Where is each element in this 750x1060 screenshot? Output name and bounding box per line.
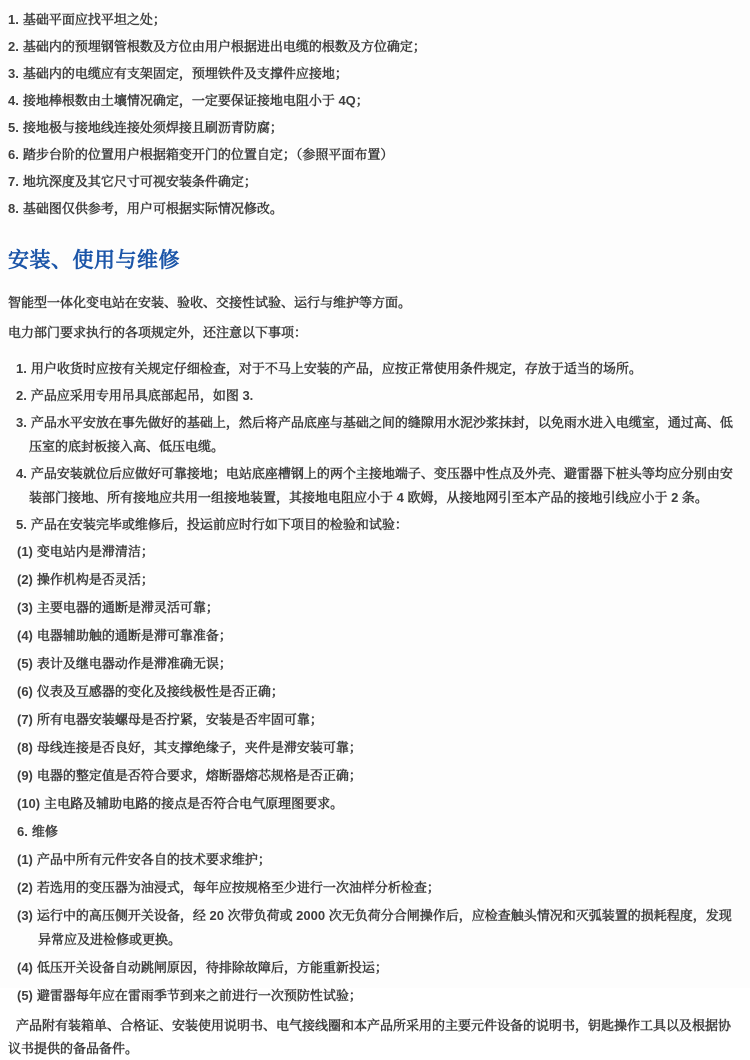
list-item-text: 操作机构是否灵活； [36, 572, 154, 587]
foundation-list-item [8, 114, 740, 141]
list-item-number: 4. [8, 93, 19, 108]
list-item-text: 主电路及辅助电路的接点是否符合电气原理图要求。 [44, 796, 344, 811]
list-item-number: (3) [17, 600, 33, 615]
list-item-number: 1. [8, 12, 19, 27]
install-list-item [17, 820, 740, 844]
list-item-number: 7. [8, 174, 19, 189]
install-list-item [17, 792, 740, 816]
install-list-item [16, 411, 740, 459]
install-list-item [17, 876, 740, 900]
list-item-text: 低压开关设备自动跳闸原因，待排除故障后，方能重新投运； [36, 960, 388, 975]
list-item-number: 6. [17, 824, 28, 839]
list-item-number: (2) [17, 572, 33, 587]
list-item-number: 3. [16, 415, 27, 430]
foundation-notes-list [8, 6, 740, 222]
list-item-text: 基础内的预埋钢管根数及方位由用户根据进出电缆的根数及方位确定； [22, 39, 426, 54]
list-item-text: 踏步台阶的位置用户根据箱变开门的位置自定；（参照平面布置） [22, 147, 394, 162]
install-list-item [17, 708, 740, 732]
list-item-number: (7) [17, 712, 33, 727]
list-item-number: 4. [16, 466, 27, 481]
install-list-item [17, 848, 740, 872]
install-list-item [17, 680, 740, 704]
list-item-text: 基础内的电缆应有支架固定，预埋铁件及支撑件应接地； [22, 66, 348, 81]
list-item-number: (4) [17, 960, 33, 975]
list-item-text: 表计及继电器动作是滞准确无误； [36, 656, 232, 671]
foundation-list-item [8, 168, 740, 195]
install-list-item [17, 904, 740, 952]
list-item-text: 仪表及互感器的变化及接线极性是否正确； [36, 684, 284, 699]
install-list-item [17, 956, 740, 980]
list-item-text: 电器的整定值是否符合要求，熔断器熔芯规格是否正确； [36, 768, 362, 783]
install-maintenance-list [8, 357, 740, 1008]
list-item-text: 产品中所有元件安各自的技术要求维护； [36, 852, 271, 867]
install-list-item [17, 764, 740, 788]
list-item-text: 若选用的变压器为油浸式，每年应按规格至少进行一次油样分析检查； [36, 880, 440, 895]
list-item-number: (6) [17, 684, 33, 699]
foundation-list-item [8, 195, 740, 222]
list-item-text: 电器辅助触的通断是滞可靠准备； [36, 628, 232, 643]
list-item-text: 变电站内是滞清洁； [36, 544, 154, 559]
list-item-text: 基础平面应找平坦之处； [22, 12, 166, 27]
list-item-text: 母线连接是否良好，其支撑绝缘子，夹件是滞安装可靠； [36, 740, 362, 755]
list-item-text: 所有电器安装螺母是否拧紧，安装是否牢固可靠； [36, 712, 323, 727]
list-item-text: 主要电器的通断是滞灵活可靠； [36, 600, 219, 615]
list-item-number: 5. [8, 120, 19, 135]
list-item-text: 用户收货时应按有关规定仔细检查，对于不马上安装的产品，应按正常使用条件规定，存放于适当的场所。 [30, 361, 642, 376]
list-item-number: (1) [17, 852, 33, 867]
list-item-text: 接地极与接地线连接处须焊接且刷沥青防腐； [22, 120, 283, 135]
list-item-number: (5) [17, 656, 33, 671]
section-heading: 安装、使用与维修 [8, 249, 180, 272]
list-item-number: 1. [16, 361, 27, 376]
list-item-number: 8. [8, 201, 19, 216]
list-item-number: (2) [17, 880, 33, 895]
install-list-item [17, 736, 740, 760]
list-item-number: (1) [17, 544, 33, 559]
list-item-number: (8) [17, 740, 33, 755]
list-item-number: (10) [17, 796, 41, 811]
list-item-text: 避雷器每年应在雷雨季节到来之前进行一次预防性试验； [36, 988, 362, 1003]
list-item-number: 6. [8, 147, 19, 162]
list-item-text: 基础图仅供参考，用户可根据实际情况修改。 [22, 201, 283, 216]
install-list-item [17, 652, 740, 676]
list-item-text: 地坑深度及其它尺寸可视安装条件确定； [22, 174, 257, 189]
install-list-item [17, 596, 740, 620]
install-list-item [17, 568, 740, 592]
install-list-item [17, 540, 740, 564]
foundation-list-item [8, 141, 740, 168]
list-item-number: 2. [16, 388, 27, 403]
install-list-item [16, 384, 740, 408]
list-item-number: 2. [8, 39, 19, 54]
list-item-number: 3. [8, 66, 19, 81]
intro-paragraph-1: 智能型一体化变电站在安装、验收、交接性试验、运行与维护等方面。 [8, 295, 412, 310]
install-list-item [16, 357, 740, 381]
list-item-text: 接地棒根数由土壤情况确定，一定要保证接地电阻小于 4Q； [22, 93, 369, 108]
foundation-list-item [8, 33, 740, 60]
list-item-text: 产品应采用专用吊具底部起吊，如图 3. [30, 388, 254, 403]
list-item-text: 产品水平安放在事先做好的基础上，然后将产品底座与基础之间的缝隙用水泥沙浆抹封，以免雨水进入电缆室，通过高、低压室的底封板接入高、低压电缆。 [29, 415, 733, 454]
foundation-list-item [8, 60, 740, 87]
list-item-text: 维修 [31, 824, 58, 839]
install-list-item [16, 462, 740, 510]
closing-paragraph: 产品附有装箱单、合格证、安装使用说明书、电气接线圈和本产品所采用的主要元件设备的说明书，钥匙操作工具以及根据协议书提供的备品备件。 [8, 1018, 732, 1056]
list-item-text: 运行中的高压侧开关设备，经 20 次带负荷或 2000 次无负荷分合闸操作后，应检查触头情况和灭弧装置的损耗程度，发现异常应及进检修或更换。 [36, 908, 732, 947]
install-list-item [16, 513, 740, 537]
list-item-text: 产品在安装完毕或维修后，投运前应时行如下项目的检验和试验： [30, 517, 408, 532]
install-list-item [17, 624, 740, 648]
list-item-number: (9) [17, 768, 33, 783]
list-item-number: (4) [17, 628, 33, 643]
list-item-number: (5) [17, 988, 33, 1003]
foundation-list-item [8, 87, 740, 114]
list-item-text: 产品安装就位后应做好可靠接地；电站底座槽钢上的两个主接地端子、变压器中性点及外壳、避雷器下桩头等均应分别由安装部门接地、所有接地应共用一组接地装置，其接地电阻应小于 4 欧姆，从接地网引至本产品的接地引线应小于 2 条。 [29, 466, 733, 505]
install-list-item [17, 984, 740, 1008]
foundation-list-item [8, 6, 740, 33]
list-item-number: 5. [16, 517, 27, 532]
list-item-number: (3) [17, 908, 33, 923]
intro-paragraph-2: 电力部门要求执行的各项规定外，还注意以下事项： [8, 325, 308, 340]
